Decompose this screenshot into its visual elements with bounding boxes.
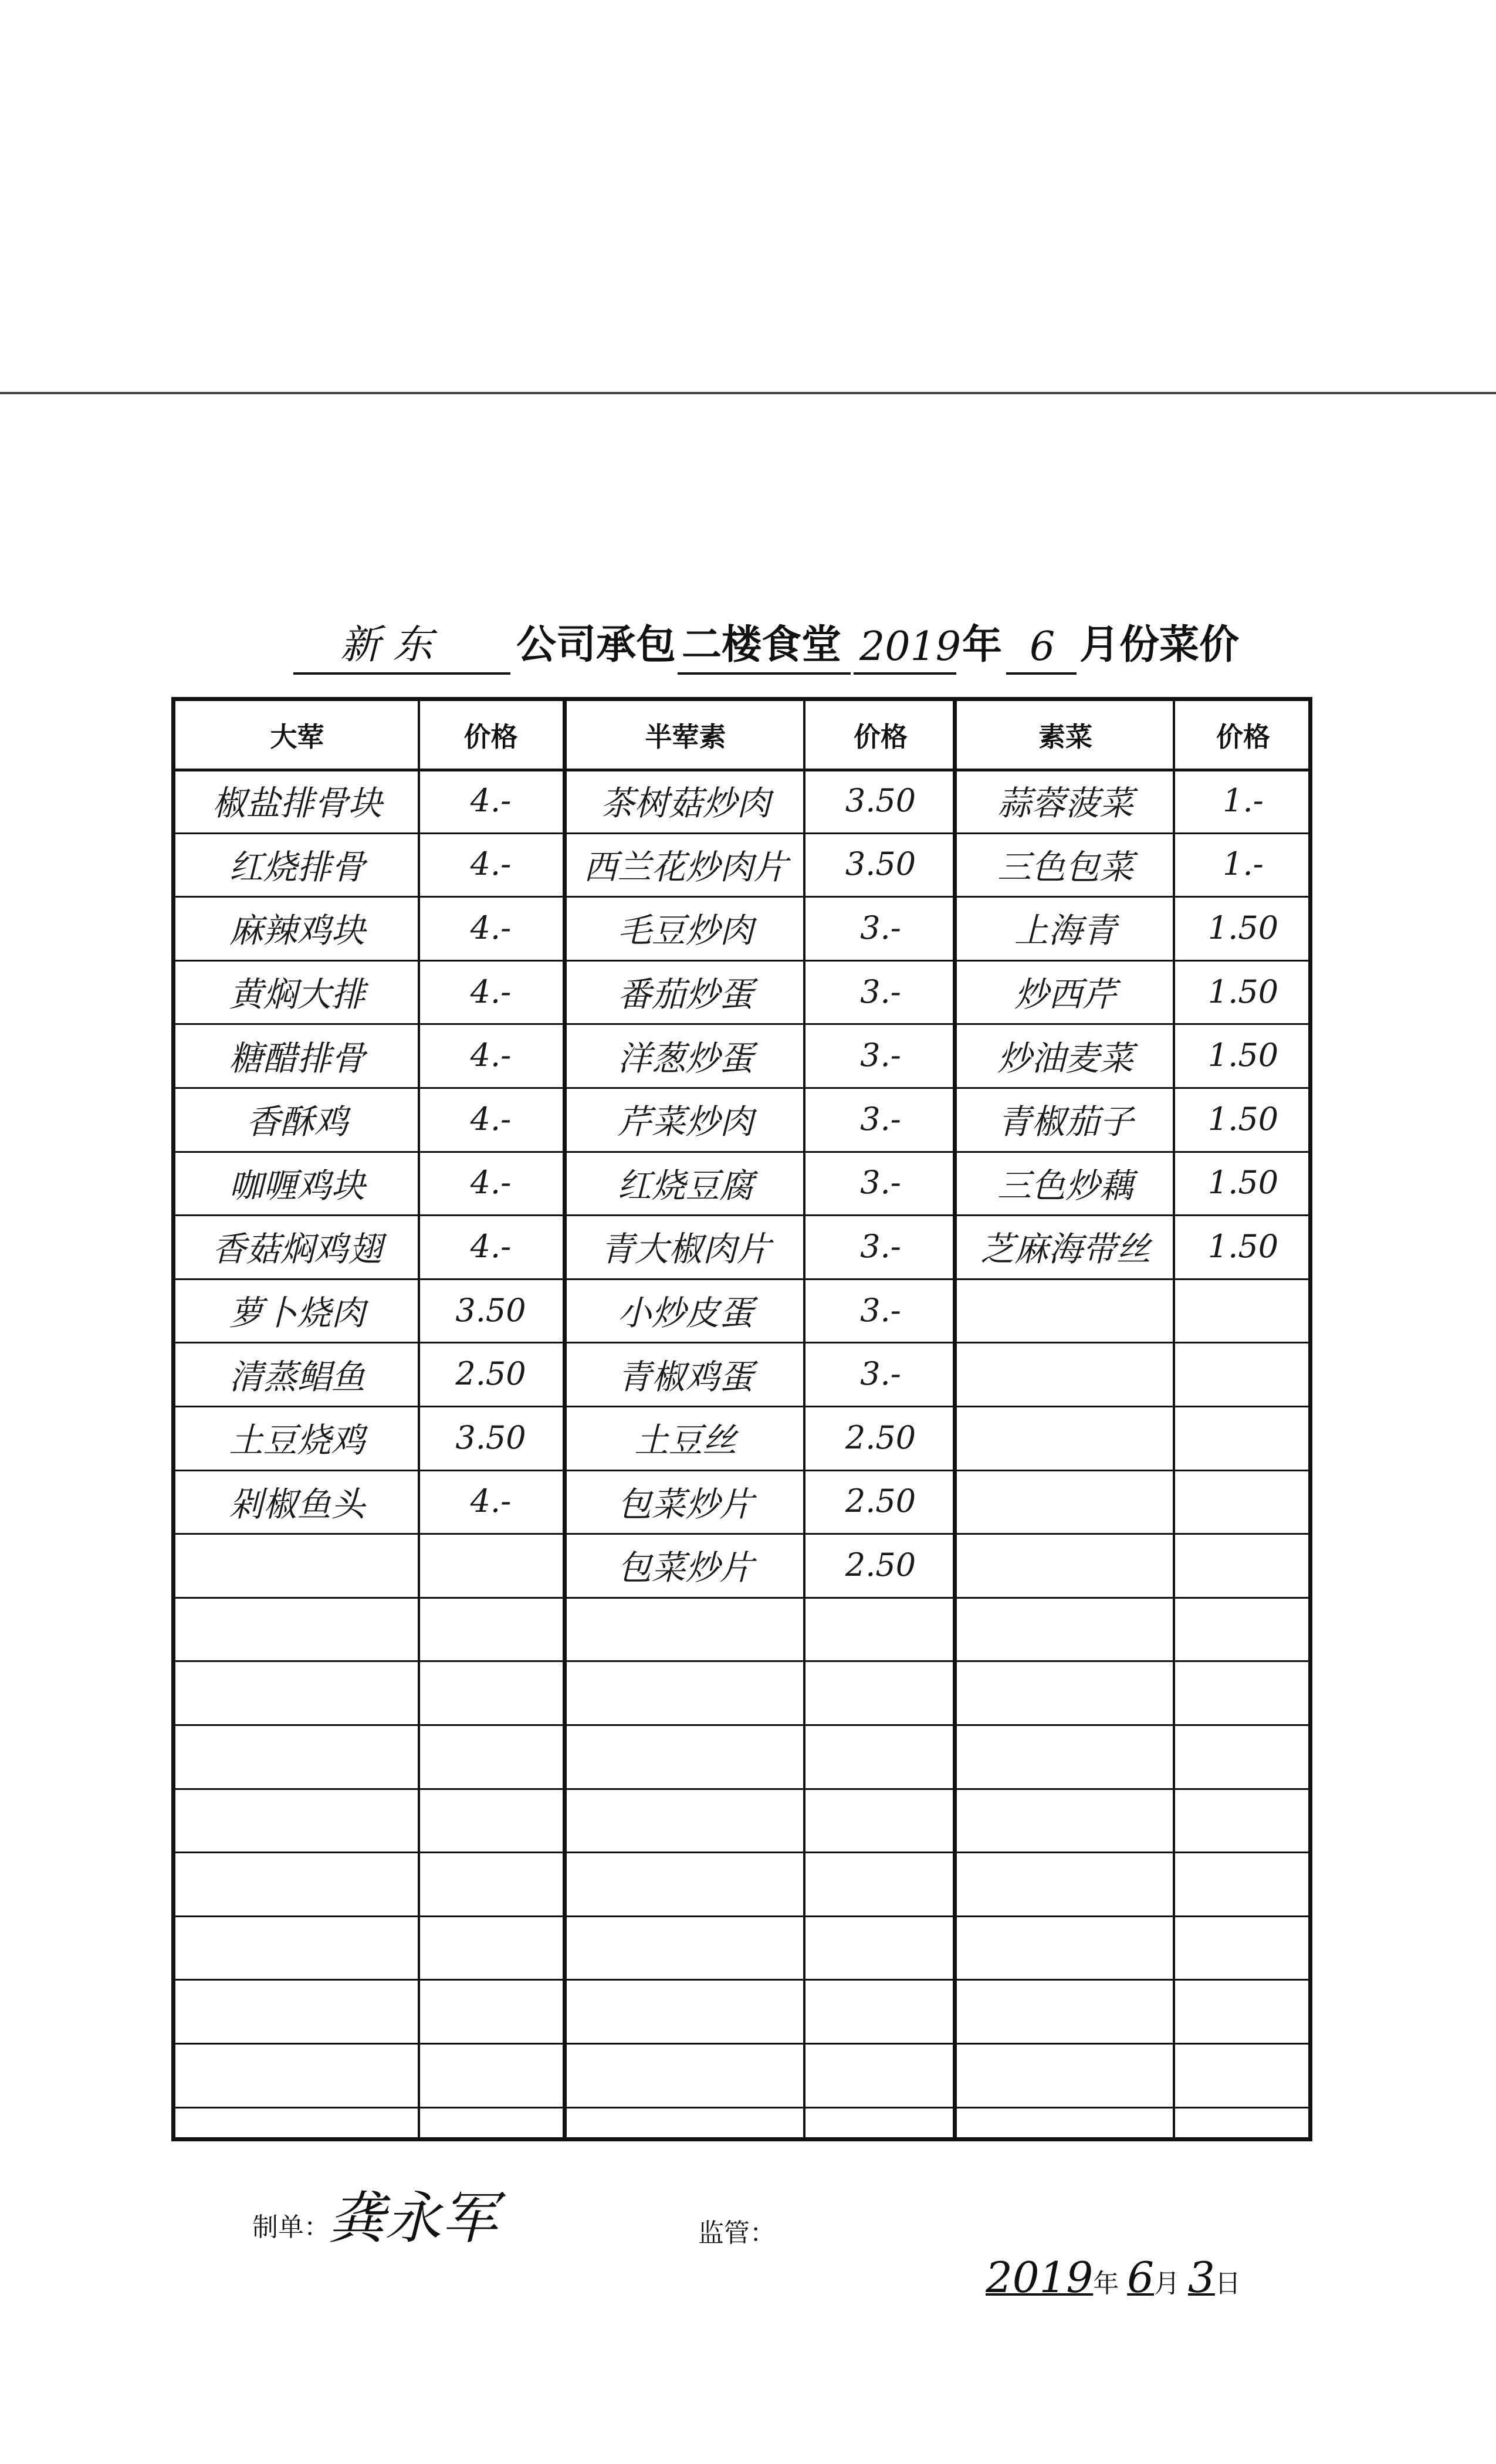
menu-price-table [171, 697, 1312, 2141]
veg-dish-price [1174, 1533, 1312, 1597]
veg-dish-name [957, 1852, 1174, 1915]
title-text1: 公司承包 [516, 622, 676, 668]
half-dish-name [567, 1979, 804, 2043]
table-row [567, 1915, 957, 1981]
half-dish-price: 2.50 [845, 1483, 916, 1520]
veg-dish-name [957, 1915, 1174, 1979]
veg-dish-price: 1.50 [1207, 1100, 1279, 1138]
half-dish-price: 3.- [860, 1227, 901, 1265]
table-row [957, 1533, 1312, 1599]
meat-dish-name [175, 1788, 419, 1852]
table-row [957, 1915, 1312, 1981]
date-year: 2019 [986, 2253, 1094, 2302]
table-row [175, 1660, 563, 1726]
table-row [957, 1278, 1312, 1344]
half-dish-name [567, 1852, 804, 1915]
table-row [175, 896, 563, 962]
veg-dish-name [957, 2043, 1174, 2107]
table-row [175, 1023, 563, 1089]
half-dish-name: 青椒鸡蛋 [617, 1356, 754, 1397]
half-dish-price: 3.- [860, 909, 901, 946]
date-day-label: 日 [1214, 2269, 1241, 2299]
half-dish-price: 3.- [860, 1355, 901, 1393]
veg-dish-price: 1.50 [1207, 1227, 1279, 1265]
meat-dish-name: 椒盐排骨块 [212, 783, 383, 824]
half-dish-name [567, 2043, 804, 2107]
meat-dish-price: 4.- [470, 973, 512, 1010]
meat-dish-price [419, 2043, 563, 2107]
veg-dish-price: 1.50 [1207, 909, 1279, 946]
table-row [175, 1151, 563, 1217]
table-row [957, 769, 1312, 834]
meat-dish-price: 4.- [470, 909, 512, 946]
meat-dish-price: 2.50 [455, 1355, 526, 1393]
veg-dish-name: 上海青 [1014, 911, 1116, 951]
table-row [175, 1597, 563, 1663]
header-veg: 素菜 [1038, 720, 1092, 753]
meat-dish-price [419, 1852, 563, 1915]
meat-dish-price [419, 1788, 563, 1852]
half-dish-name: 青大椒肉片 [600, 1229, 771, 1270]
veg-dish-price [1174, 1915, 1312, 1979]
table-row [567, 1151, 957, 1217]
meat-dish-price: 4.- [470, 1483, 512, 1520]
table-row [567, 1087, 957, 1153]
table-row [567, 1724, 957, 1790]
maker-signature: 龚永军 [329, 2185, 497, 2251]
table-row [567, 1214, 957, 1280]
veg-dish-name: 炒油麦菜 [997, 1038, 1133, 1078]
meat-dish-name [175, 1915, 419, 1979]
meat-dish-price: 4.- [470, 1164, 512, 1201]
meat-dish-price [419, 1724, 563, 1788]
meat-dish-price: 4.- [470, 845, 512, 883]
table-row [175, 1533, 563, 1599]
table-row [175, 832, 563, 898]
meat-dish-price [419, 1533, 563, 1597]
half-dish-name: 土豆丝 [634, 1420, 737, 1461]
meat-dish-price: 4.- [470, 1227, 512, 1265]
table-row [567, 960, 957, 1025]
half-dish-price [804, 1660, 957, 1724]
table-row [957, 1470, 1312, 1535]
meat-dish-name [175, 1660, 419, 1724]
veg-dish-name [957, 1724, 1174, 1788]
meat-dish-price: 4.- [470, 1037, 512, 1074]
location-underline [678, 672, 851, 675]
meat-dish-price [419, 1915, 563, 1979]
table-row [957, 1151, 1312, 1217]
veg-dish-price: 1.50 [1207, 1164, 1279, 1201]
meat-dish-price [419, 1660, 563, 1724]
half-dish-name [567, 1724, 804, 1788]
table-row [175, 1087, 563, 1153]
meat-dish-price: 3.50 [455, 1419, 526, 1456]
header-half: 半荤素 [645, 720, 726, 753]
half-dish-name [567, 1915, 804, 1979]
meat-dish-name: 黄焖大排 [229, 974, 365, 1015]
veg-dish-name [957, 1406, 1174, 1470]
half-dish-price: 3.- [860, 1291, 901, 1329]
half-dish-price: 3.50 [845, 845, 916, 883]
table-row [567, 1023, 957, 1089]
meat-dish-name: 红烧排骨 [229, 847, 365, 887]
veg-dish-name [957, 1597, 1174, 1661]
table-row [567, 769, 957, 834]
table-row [567, 1979, 957, 2045]
meat-section [175, 701, 563, 2137]
meat-dish-name [175, 1979, 419, 2043]
table-row [567, 1597, 957, 1663]
table-row [175, 1724, 563, 1790]
half-dish-name: 包菜炒片 [617, 1484, 754, 1524]
veg-dish-price [1174, 1852, 1312, 1915]
meat-dish-name [175, 1724, 419, 1788]
date-year-label: 年 [1093, 2269, 1119, 2299]
half-dish-price: 3.- [860, 1100, 901, 1138]
table-row [567, 1660, 957, 1726]
veg-dish-name: 三色炒藕 [997, 1165, 1133, 1206]
table-row [567, 1406, 957, 1471]
table-row [175, 1470, 563, 1535]
veg-dish-name [957, 1278, 1174, 1342]
meat-dish-price: 3.50 [455, 1291, 526, 1329]
half-dish-name: 小炒皮蛋 [617, 1293, 754, 1333]
meat-dish-price [419, 1597, 563, 1661]
table-row [175, 1406, 563, 1471]
table-row [175, 1979, 563, 2045]
half-dish-name: 毛豆炒肉 [617, 911, 754, 951]
table-row [957, 1788, 1312, 1854]
half-dish-price [804, 1724, 957, 1788]
meat-dish-name: 萝卜烧肉 [229, 1293, 365, 1333]
table-row [957, 2043, 1312, 2108]
half-dish-price: 3.50 [845, 781, 916, 819]
table-row [567, 1342, 957, 1407]
veg-dish-price: 1.50 [1207, 1037, 1279, 1074]
meat-dish-price: 4.- [470, 1100, 512, 1138]
meat-dish-price: 4.- [470, 781, 512, 819]
title-year-suffix: 年 [962, 622, 1003, 668]
half-dish-price [804, 1915, 957, 1979]
half-dish-name: 洋葱炒蛋 [617, 1038, 754, 1078]
half-dish-price [804, 1788, 957, 1852]
half-dish-name: 红烧豆腐 [617, 1165, 754, 1206]
table-row [175, 769, 563, 834]
veg-dish-price [1174, 1597, 1312, 1661]
veg-dish-name [957, 1533, 1174, 1597]
table-row [957, 896, 1312, 962]
table-row [175, 960, 563, 1025]
meat-dish-name: 土豆烧鸡 [229, 1420, 365, 1461]
veg-dish-name: 炒西芹 [1014, 974, 1116, 1015]
meat-dish-name [175, 2043, 419, 2107]
table-row [567, 1852, 957, 1917]
half-dish-price: 3.- [860, 1164, 901, 1201]
half-dish-price [804, 1979, 957, 2043]
table-row [175, 1915, 563, 1981]
half-dish-price: 2.50 [845, 1546, 916, 1583]
title-location: 二楼食堂 [682, 622, 842, 668]
veg-dish-name [957, 1660, 1174, 1724]
half-dish-price [804, 2043, 957, 2107]
veg-dish-price [1174, 1660, 1312, 1724]
veg-dish-price [1174, 1470, 1312, 1534]
half-dish-name [567, 1788, 804, 1852]
date-day: 3 [1188, 2253, 1215, 2302]
half-dish-price [804, 1597, 957, 1661]
half-dish-name: 番茄炒蛋 [617, 974, 754, 1015]
half-dish-price: 3.- [860, 1037, 901, 1074]
meat-dish-name: 咖喱鸡块 [229, 1165, 365, 1206]
meat-dish-name: 麻辣鸡块 [229, 911, 365, 951]
page-title [293, 610, 1240, 675]
header-half-price: 价格 [854, 720, 908, 753]
title-company: 新 东 [340, 622, 433, 668]
table-row [175, 1788, 563, 1854]
half-dish-name: 包菜炒片 [617, 1548, 754, 1588]
table-row [957, 1087, 1312, 1153]
veg-dish-price [1174, 1342, 1312, 1406]
table-row [957, 1342, 1312, 1407]
half-section [563, 701, 957, 2137]
veg-dish-price: 1.- [1223, 845, 1264, 883]
scan-top-rule [0, 392, 1496, 394]
meat-dish-name: 香菇焖鸡翅 [212, 1229, 383, 1270]
supervisor-label: 监管： [698, 2218, 776, 2248]
date-month: 6 [1127, 2253, 1155, 2302]
table-row [957, 1724, 1312, 1790]
meat-dish-name: 糖醋排骨 [229, 1038, 365, 1078]
header-veg-price: 价格 [1216, 720, 1270, 753]
title-year: 2019 [859, 624, 962, 670]
title-text2: 月份菜价 [1079, 622, 1240, 668]
table-row [957, 1023, 1312, 1089]
table-row [957, 960, 1312, 1025]
veg-dish-price [1174, 1979, 1312, 2043]
veg-dish-price: 1.50 [1207, 973, 1279, 1010]
meat-dish-name: 香酥鸡 [246, 1102, 348, 1142]
meat-dish-name [175, 1533, 419, 1597]
veg-dish-name [957, 1342, 1174, 1406]
veg-dish-price: 1.- [1223, 781, 1264, 819]
title-month: 6 [1030, 624, 1055, 670]
veg-dish-name [957, 1788, 1174, 1852]
half-dish-name [567, 1597, 804, 1661]
veg-dish-price [1174, 1788, 1312, 1852]
table-row [957, 1979, 1312, 2045]
table-row [567, 1278, 957, 1344]
half-dish-name [567, 1660, 804, 1724]
half-dish-name: 芹菜炒肉 [617, 1102, 754, 1142]
maker-label: 制单： [252, 2212, 330, 2242]
table-row [175, 2043, 563, 2108]
table-row [567, 2043, 957, 2108]
table-row [957, 1597, 1312, 1663]
table-row [957, 1406, 1312, 1471]
table-row [567, 896, 957, 962]
meat-dish-name: 清蒸鲳鱼 [229, 1356, 365, 1397]
table-row [175, 1852, 563, 1917]
month-underline [1006, 672, 1077, 675]
table-row [175, 1342, 563, 1407]
header-meat-price: 价格 [463, 720, 518, 753]
half-dish-name: 茶树菇炒肉 [600, 783, 771, 824]
company-underline [293, 672, 510, 675]
veg-dish-name: 青椒茄子 [997, 1102, 1133, 1142]
veg-dish-name [957, 1979, 1174, 2043]
table-row [175, 1278, 563, 1344]
year-underline [854, 672, 956, 675]
veg-dish-price [1174, 1278, 1312, 1342]
veg-dish-name: 芝麻海带丝 [980, 1229, 1150, 1270]
table-row [175, 1214, 563, 1280]
veg-dish-price [1174, 1724, 1312, 1788]
veg-dish-price [1174, 2043, 1312, 2107]
meat-dish-name [175, 1852, 419, 1915]
header-meat: 大荤 [270, 720, 324, 753]
table-row [957, 1660, 1312, 1726]
meat-dish-name: 剁椒鱼头 [229, 1484, 365, 1524]
half-dish-price [804, 1852, 957, 1915]
half-dish-name: 西兰花炒肉片 [583, 847, 788, 887]
table-row [957, 832, 1312, 898]
meat-dish-name [175, 1597, 419, 1661]
meat-dish-price [419, 1979, 563, 2043]
table-row [567, 1470, 957, 1535]
date-month-label: 月 [1154, 2269, 1180, 2299]
table-row [567, 1788, 957, 1854]
half-dish-price: 3.- [860, 973, 901, 1010]
veg-section [953, 701, 1312, 2137]
table-row [957, 1852, 1312, 1917]
table-row [567, 1533, 957, 1599]
veg-dish-price [1174, 1406, 1312, 1470]
veg-dish-name [957, 1470, 1174, 1534]
table-row [567, 832, 957, 898]
signing-date [986, 2253, 1241, 2302]
veg-dish-name: 三色包菜 [997, 847, 1133, 887]
half-dish-price: 2.50 [845, 1419, 916, 1456]
veg-dish-name: 蒜蓉菠菜 [997, 783, 1133, 824]
table-row [957, 1214, 1312, 1280]
